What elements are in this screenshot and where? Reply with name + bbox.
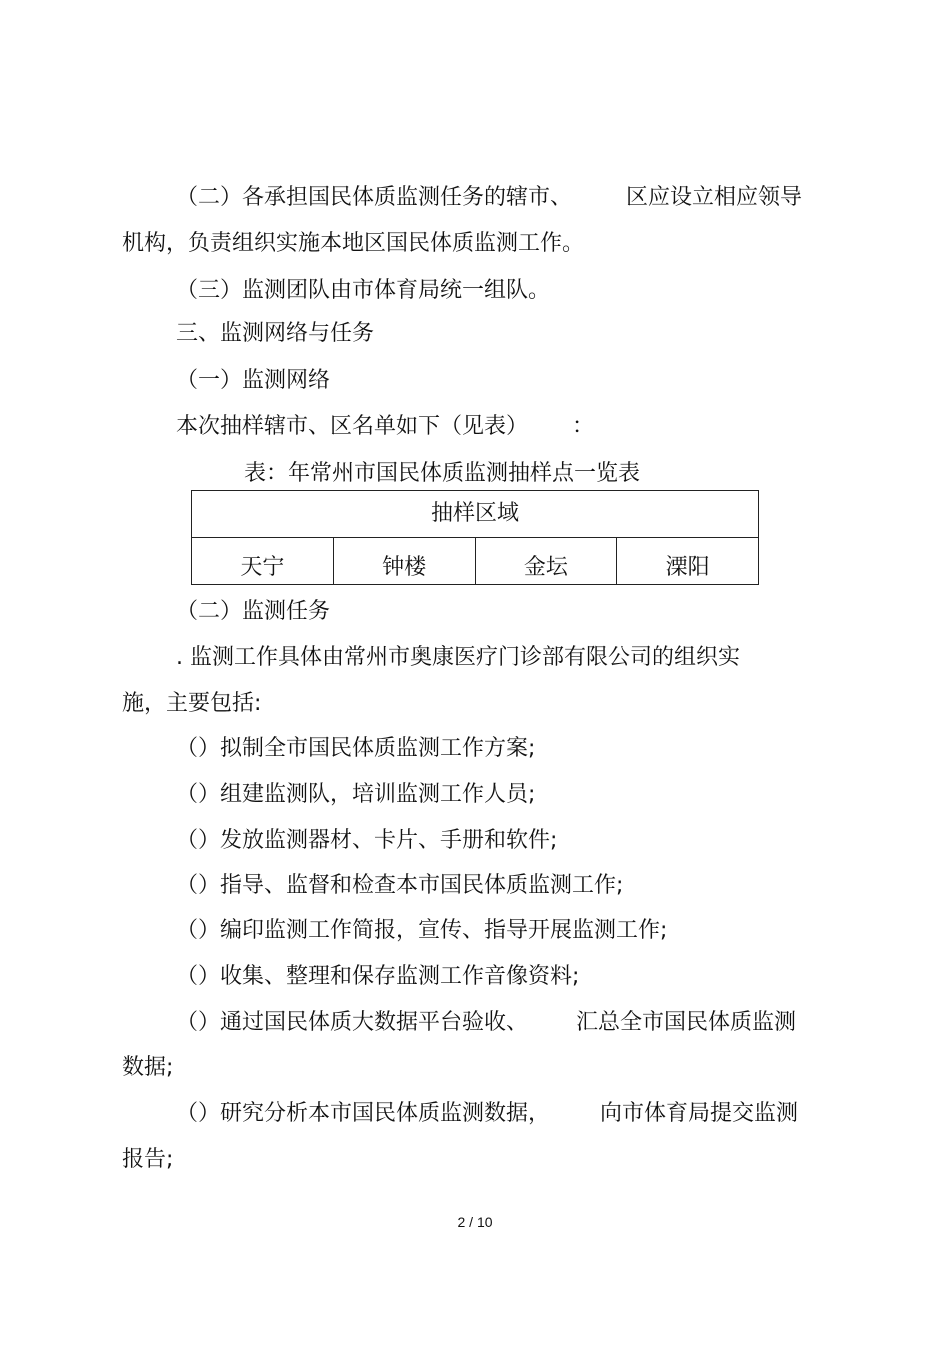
list-item-text: （）通过国民体质大数据平台验收、	[176, 1010, 529, 1035]
paragraph-line: （三）监测团队由市体育局统一组队。	[176, 278, 551, 303]
list-item-continuation: 报告;	[122, 1147, 174, 1172]
table-cell: 天宁	[192, 538, 334, 585]
paragraph-text: 区应设立相应领导	[626, 185, 803, 210]
paragraph-line	[176, 183, 802, 213]
table-header-row	[192, 491, 759, 538]
list-item-text: 汇总全市国民体质监测	[576, 1010, 797, 1035]
subsection-heading: （一）监测网络	[176, 368, 331, 393]
page-number: 2 / 10	[457, 1214, 493, 1230]
paragraph-text: ：	[572, 414, 595, 439]
list-item-continuation: 数据;	[122, 1055, 174, 1080]
list-item: （）发放监测器材、卡片、手册和软件;	[176, 828, 558, 853]
section-heading: 三、监测网络与任务	[176, 321, 375, 346]
table-row	[192, 538, 759, 585]
list-item: （）指导、监督和检查本市国民体质监测工作;	[176, 873, 624, 898]
table-cell: 溧阳	[617, 538, 759, 585]
list-item: （）拟制全市国民体质监测工作方案;	[176, 736, 536, 761]
list-item: （）收集、整理和保存监测工作音像资料;	[176, 964, 580, 989]
paragraph-text: （二）各承担国民体质监测任务的辖市、	[176, 185, 573, 210]
table-caption: 表：年常州市国民体质监测抽样点一览表	[244, 461, 641, 486]
paragraph-line	[176, 412, 594, 442]
list-item	[176, 1099, 798, 1129]
paragraph-line: . 监测工作具体由常州市奥康医疗门诊部有限公司的组织实	[176, 645, 740, 670]
table-cell: 钟楼	[333, 538, 475, 585]
list-item-text: （）研究分析本市国民体质监测数据，	[176, 1101, 551, 1126]
list-item: （）组建监测队，培训监测工作人员;	[176, 782, 536, 807]
subsection-heading: （二）监测任务	[176, 599, 331, 624]
paragraph-line: 施，主要包括:	[122, 691, 262, 716]
paragraph-text: 本次抽样辖市、区名单如下（见表）	[176, 414, 529, 439]
list-item	[176, 1008, 796, 1038]
paragraph-line: 机构，负责组织实施本地区国民体质监测工作。	[122, 231, 585, 256]
list-item: （）编印监测工作简报，宣传、指导开展监测工作;	[176, 918, 668, 943]
sampling-table	[191, 490, 759, 585]
table-cell: 金坛	[475, 538, 617, 585]
table-header-cell: 抽样区域	[192, 491, 759, 538]
list-item-text: 向市体育局提交监测	[600, 1101, 799, 1126]
